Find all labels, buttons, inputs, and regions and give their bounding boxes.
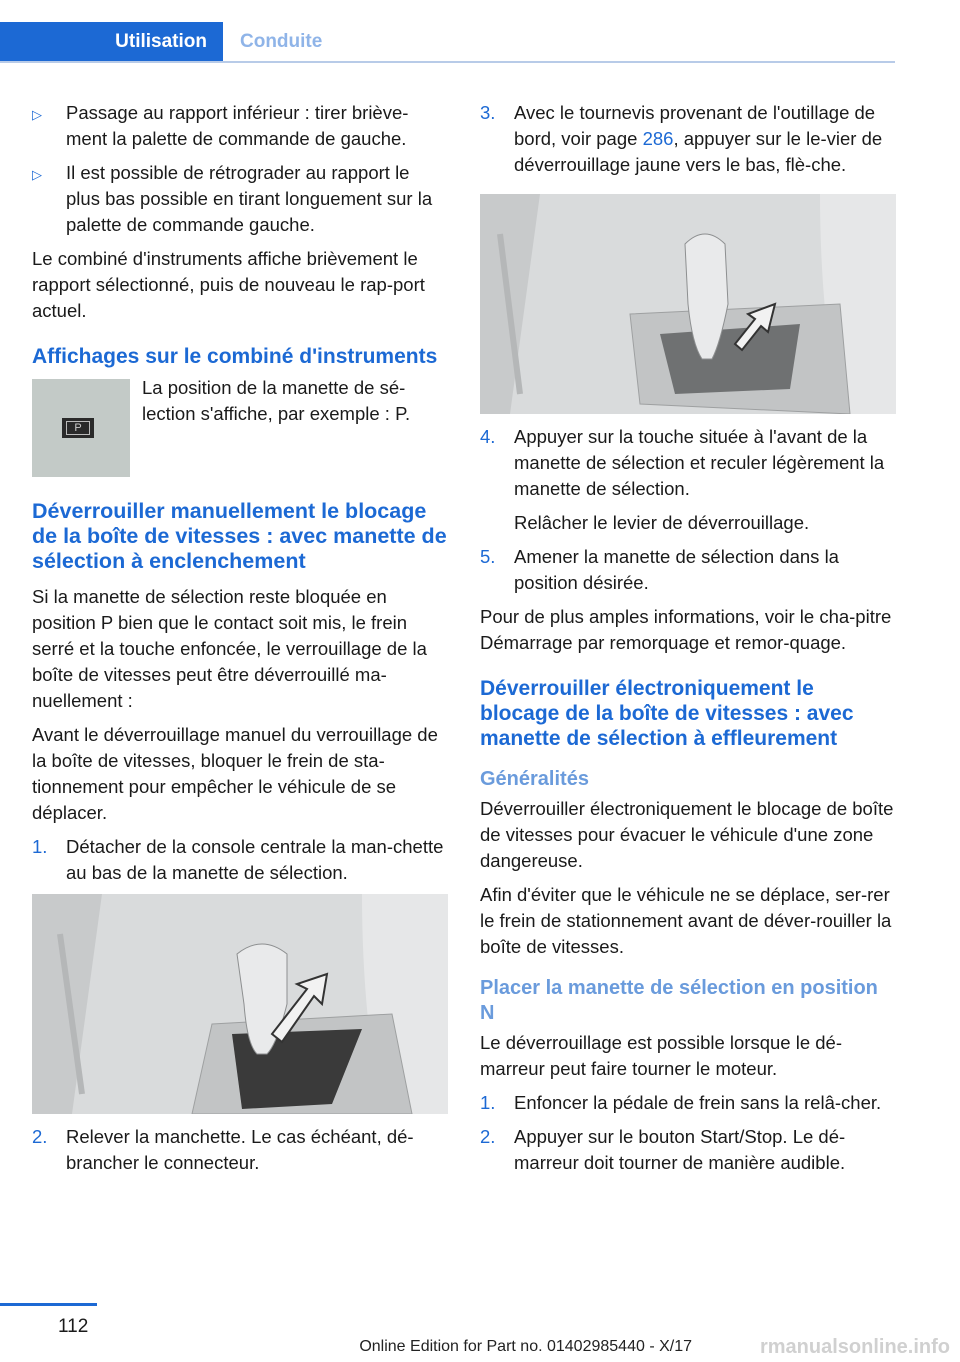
paragraph: Avant le déverrouillage manuel du verrouillage de la boîte de vitesses, bloquer le frein de sta-tionnement pour empêcher le véhicule de se déplacer.	[32, 724, 438, 823]
bullet-text: Passage au rapport inférieur : tirer briève-ment la palette de commande de gauche.	[66, 102, 409, 149]
step-text: Amener la manette de sélection dans la position désirée.	[514, 546, 839, 593]
watermark: rmanualsonline.info	[759, 1336, 950, 1358]
step-item	[480, 424, 896, 502]
display-caption: La position de la manette de sé-lection s'affiche, par exemple : P.	[142, 377, 411, 424]
display-example	[32, 379, 448, 479]
heading-generalites: Généralités	[480, 768, 589, 790]
bullet-text: Il est possible de rétrograder au rapport le plus bas possible en tirant longuement sur la palette de commande gauche.	[66, 162, 433, 235]
step-number: 5.	[480, 546, 496, 567]
step-subtext: Relâcher le levier de déverrouillage.	[514, 512, 810, 533]
step-number: 2.	[32, 1126, 48, 1147]
heading-deverrouiller-electronique: Déverrouiller électroniquement le blocage de la boîte de vitesses : avec manette de sélection à effleurement	[480, 677, 854, 750]
step-number: 3.	[480, 102, 496, 123]
paragraph: Déverrouiller électroniquement le blocage de boîte de vitesses pour évacuer le véhicule d'une zone dangereuse.	[480, 798, 894, 871]
step-text: Relever la manchette. Le cas échéant, dé-brancher le connecteur.	[66, 1126, 414, 1173]
triangle-bullet-icon: ▷	[32, 167, 42, 182]
step-text: Appuyer sur le bouton Start/Stop. Le dé-marreur doit tourner de manière audible.	[514, 1126, 846, 1173]
step-item	[480, 1124, 896, 1176]
step-item	[480, 544, 896, 596]
heading-affichages: Affichages sur le combiné d'instruments	[32, 345, 438, 368]
instrument-display-image	[32, 379, 130, 477]
step-text: Enfoncer la pédale de frein sans la relâ-cher.	[514, 1092, 882, 1113]
gear-letter: P	[66, 421, 90, 435]
release-lever-photo	[480, 194, 896, 414]
header-rule	[0, 61, 895, 63]
gear-lever-photo	[32, 894, 448, 1114]
page-link[interactable]: 286	[642, 128, 674, 149]
tab-conduite[interactable]: Conduite	[240, 31, 323, 52]
header-tabs	[0, 22, 895, 62]
step-text: Détacher de la console centrale la man-chette au bas de la manette de sélection.	[66, 836, 444, 883]
page-number: 112	[58, 1316, 89, 1337]
paragraph: Si la manette de sélection reste bloquée en position P bien que le contact soit mis, le frein serré et la touche enfoncée, le verrouillage de la boîte de vitesses peut être déverrouillé ma-nuellement :	[32, 586, 427, 711]
triangle-bullet-icon: ▷	[32, 107, 42, 122]
right-column	[480, 100, 896, 1184]
step-item	[480, 1090, 896, 1116]
paragraph: Le combiné d'instruments affiche brièvement le rapport sélectionné, puis de nouveau le rap-port actuel.	[32, 248, 425, 321]
footer-rule	[0, 1303, 97, 1306]
step-number: 1.	[480, 1092, 496, 1113]
tab-utilisation[interactable]: Utilisation	[0, 22, 223, 62]
bullet-item	[32, 160, 448, 238]
heading-deverrouiller-manuel: Déverrouiller manuellement le blocage de la boîte de vitesses : avec manette de sélection à enclenchement	[32, 499, 447, 573]
paragraph: Pour de plus amples informations, voir le cha-pitre Démarrage par remorquage et remor-quage.	[480, 606, 892, 653]
gear-indicator-icon	[62, 418, 94, 438]
step-item	[32, 834, 448, 886]
left-column	[32, 100, 448, 1184]
paragraph: Le déverrouillage est possible lorsque le dé-marreur peut faire tourner le moteur.	[480, 1032, 842, 1079]
step-number: 1.	[32, 836, 48, 857]
paragraph: Afin d'éviter que le véhicule ne se déplace, ser-rer le frein de stationnement avant de déver-rouiller la boîte de vitesses.	[480, 884, 892, 957]
step-item	[480, 100, 896, 178]
step-text: Avec le tournevis provenant de l'outillage de bord, voir page 286, appuyer sur le le-vier de déverrouillage jaune vers le bas, flè-che.	[514, 102, 883, 175]
edition-text: Online Edition for Part no. 01402985440 - X/17	[359, 1338, 692, 1355]
bullet-item	[32, 100, 448, 152]
step-item	[32, 1124, 448, 1176]
heading-placer-n: Placer la manette de sélection en position N	[480, 977, 878, 1024]
step-text: Appuyer sur la touche située à l'avant de la manette de sélection et reculer légèrement la manette de sélection.	[514, 426, 885, 499]
step-number: 4.	[480, 426, 496, 447]
step-number: 2.	[480, 1126, 496, 1147]
